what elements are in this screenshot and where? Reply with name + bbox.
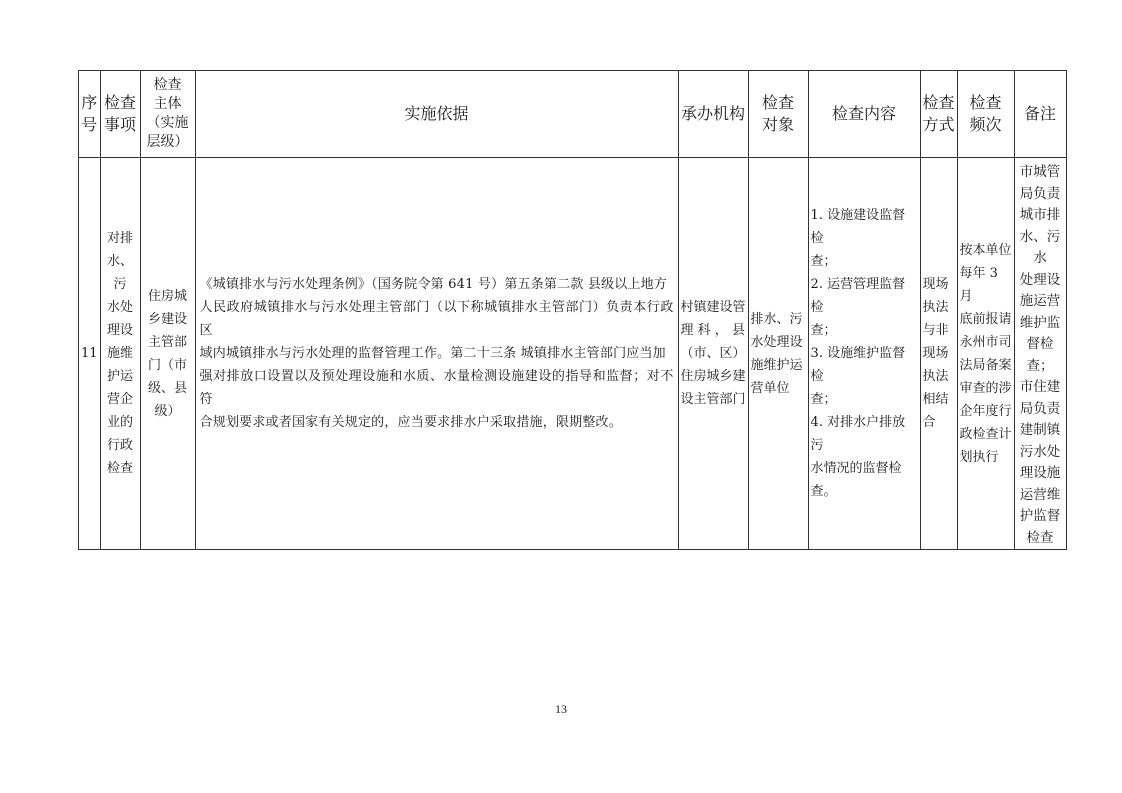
text-line: 市住建 bbox=[1019, 379, 1061, 395]
header-content: 检查内容 bbox=[808, 71, 920, 158]
text-line: 住房城乡建 bbox=[680, 369, 746, 384]
text-line: 检查 bbox=[104, 93, 137, 112]
text-line: 门（市 bbox=[148, 357, 188, 373]
text-line: 营单位 bbox=[750, 380, 790, 396]
header-remark: 备注 bbox=[1014, 71, 1066, 158]
header-basis: 实施依据 bbox=[195, 71, 678, 158]
text-line: 市城管 bbox=[1019, 164, 1061, 180]
text-line: 查。 bbox=[810, 484, 837, 499]
text-line: 护运 bbox=[107, 369, 134, 384]
text-line: 底前报请 bbox=[959, 311, 1012, 327]
text-line: 法局备案 bbox=[959, 357, 1012, 373]
text-line: 水、污 bbox=[107, 254, 134, 292]
text-line: 强对排放口设置以及预处理设施和水质、水量检测设施建设的指导和监督；对不符 bbox=[199, 369, 674, 407]
text-line: （市、区） bbox=[680, 346, 746, 361]
text-line: 理设 bbox=[107, 323, 134, 338]
text-line: 营企 bbox=[107, 392, 134, 407]
row-content bbox=[808, 158, 920, 550]
text-line: 局负责 bbox=[1019, 185, 1061, 202]
text-line: 水、污水 bbox=[1019, 228, 1061, 266]
text-line: 检查 bbox=[153, 77, 182, 93]
text-line: 水情况的监督检 bbox=[810, 461, 902, 476]
text-line: 企年度行 bbox=[959, 403, 1012, 419]
text-line: 排水、污 bbox=[750, 311, 803, 327]
text-line: 村镇建设管 bbox=[680, 300, 746, 315]
text-line: 合 bbox=[922, 415, 936, 430]
row-frequency bbox=[957, 158, 1014, 550]
text-line: （实施 bbox=[146, 115, 189, 131]
text-line: 住房城 bbox=[148, 288, 188, 304]
header-agency: 承办机构 bbox=[678, 71, 748, 158]
text-line: 理 科 ， 县 bbox=[680, 323, 745, 338]
text-line: 督检查； bbox=[1026, 336, 1054, 374]
row-agency bbox=[678, 158, 748, 550]
row-item bbox=[100, 158, 140, 550]
text-line: 1. 设施建设监督检 bbox=[810, 208, 906, 246]
text-line: 建制镇 bbox=[1019, 422, 1061, 438]
text-line: 按本单位 bbox=[959, 242, 1012, 258]
header-object bbox=[748, 71, 808, 158]
row-object bbox=[748, 158, 808, 550]
text-line: 检查 bbox=[762, 93, 795, 112]
text-line: 合规划要求或者国家有关规定的，应当要求排水户采取措施，限期整改。 bbox=[199, 415, 622, 430]
text-line: 主管部 bbox=[148, 334, 188, 350]
text-line: 城市排 bbox=[1019, 207, 1061, 223]
text-line: 理设施 bbox=[1019, 465, 1061, 481]
text-line: 域内城镇排水与污水处理的监督管理工作。第二十三条 城镇排水主管部门应当加 bbox=[199, 346, 666, 361]
text-line: 事项 bbox=[104, 115, 137, 134]
row-remark bbox=[1014, 158, 1066, 550]
text-line: 施维 bbox=[107, 346, 134, 361]
row-method bbox=[920, 158, 957, 550]
page-number: 13 bbox=[555, 702, 567, 716]
text-line: 局负责 bbox=[1019, 400, 1061, 417]
text-line: 3. 设施维护监督检 bbox=[810, 346, 906, 384]
row-basis bbox=[195, 158, 678, 550]
text-line: 主体 bbox=[153, 96, 182, 112]
text-line: 乡建设 bbox=[148, 311, 188, 327]
text-line: 审查的涉 bbox=[959, 380, 1012, 396]
text-line: 层级） bbox=[146, 134, 189, 150]
text-line: 污水处 bbox=[1019, 443, 1061, 460]
text-line: 方式 bbox=[922, 115, 955, 134]
text-line: 《城镇排水与污水处理条例》（国务院令第 641 号）第五条第二款 县级以上地方 bbox=[199, 277, 668, 292]
text-line: 执法 bbox=[922, 369, 949, 384]
table-row bbox=[79, 158, 1067, 550]
text-line: 处理设 bbox=[1019, 271, 1061, 288]
text-line: 对排 bbox=[107, 231, 134, 246]
header-frequency bbox=[957, 71, 1014, 158]
header-subject bbox=[140, 71, 195, 158]
text-line: 每年 3 月 bbox=[959, 265, 998, 304]
inspection-table bbox=[78, 70, 1067, 550]
text-line: 划执行 bbox=[959, 449, 999, 465]
text-line: 查； bbox=[810, 254, 837, 269]
table-header-row bbox=[79, 71, 1067, 158]
text-line: 政检查计 bbox=[959, 426, 1012, 442]
header-seq bbox=[79, 71, 101, 158]
text-line: 水处理设 bbox=[750, 334, 803, 350]
text-line: 施维护运 bbox=[750, 357, 803, 373]
text-line: 检查 bbox=[969, 93, 1002, 112]
text-line: 施运营 bbox=[1019, 293, 1061, 309]
text-line: 执法 bbox=[922, 300, 949, 315]
text-line: 现场 bbox=[922, 277, 949, 292]
text-line: 永州市司 bbox=[959, 334, 1012, 350]
text-line: 序 bbox=[81, 93, 98, 112]
text-line: 号 bbox=[81, 115, 98, 134]
row-seq: 11 bbox=[79, 158, 101, 550]
text-line: 查； bbox=[810, 392, 837, 407]
text-line: 水处 bbox=[107, 300, 134, 315]
text-line: 护监督 bbox=[1019, 508, 1061, 524]
text-line: 检查 bbox=[922, 93, 955, 112]
text-line: 级、县 bbox=[148, 380, 188, 396]
text-line: 频次 bbox=[969, 115, 1002, 134]
text-line: 检查 bbox=[107, 461, 134, 476]
text-line: 现场 bbox=[922, 346, 949, 361]
text-line: 业的 bbox=[107, 415, 134, 430]
text-line: 运营维 bbox=[1019, 486, 1061, 503]
text-line: 4. 对排水户排放污 bbox=[810, 415, 906, 453]
text-line: 行政 bbox=[107, 438, 134, 453]
header-item bbox=[100, 71, 140, 158]
text-line: 查； bbox=[810, 323, 837, 338]
text-line: 维护监 bbox=[1019, 314, 1061, 331]
text-line: 对象 bbox=[762, 115, 795, 134]
header-method bbox=[920, 71, 957, 158]
text-line: 设主管部门 bbox=[680, 392, 746, 407]
text-line: 检查 bbox=[1026, 529, 1054, 546]
text-line: 级） bbox=[154, 403, 181, 419]
text-line: 人民政府城镇排水与污水处理主管部门（以下称城镇排水主管部门）负责本行政区 bbox=[199, 300, 674, 338]
text-line: 2. 运营管理监督检 bbox=[810, 277, 906, 315]
text-line: 与非 bbox=[922, 323, 949, 338]
row-subject bbox=[140, 158, 195, 550]
text-line: 相结 bbox=[922, 392, 949, 407]
